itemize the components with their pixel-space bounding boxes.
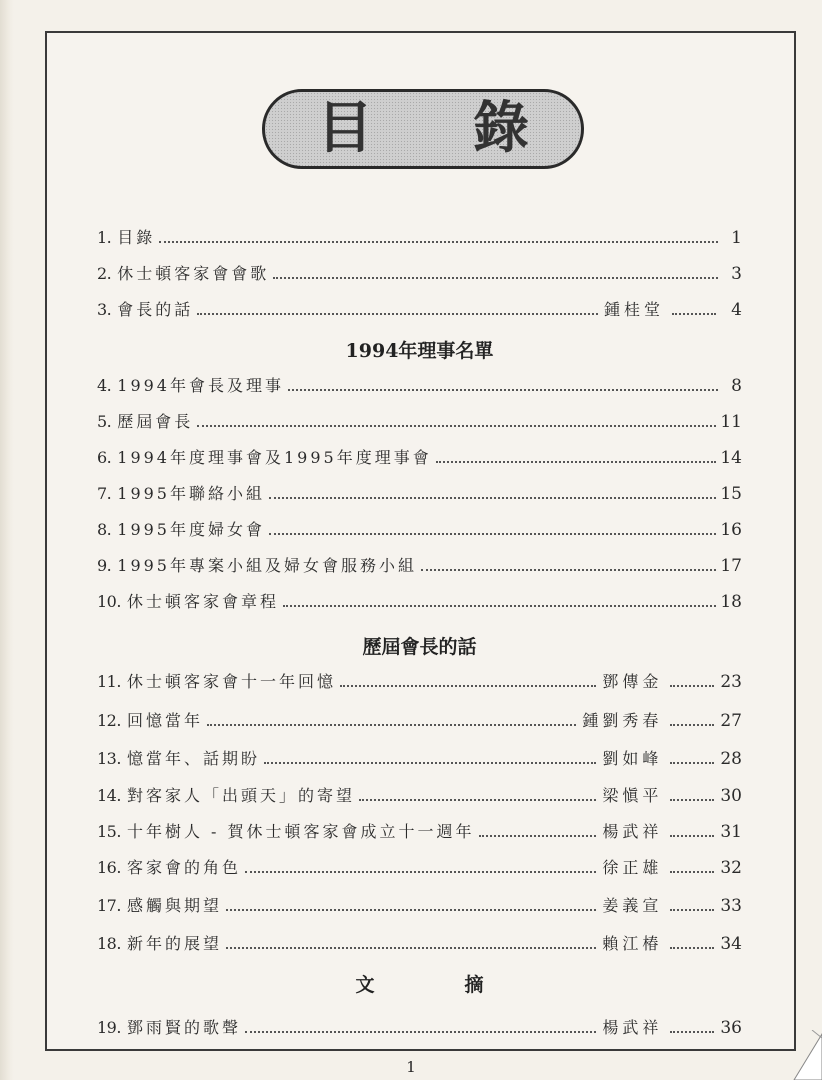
entry-title: 十年樹人 - 賀休士頓客家會成立十一週年 — [126, 822, 475, 841]
leader-dots — [269, 533, 716, 535]
toc-entry[interactable] — [97, 584, 742, 612]
entry-author: 劉如峰 — [602, 749, 663, 768]
entry-page: 17 — [720, 556, 742, 576]
entry-number: 2. — [97, 264, 112, 283]
entry-number: 4. — [97, 376, 112, 395]
entry-number: 11. — [97, 672, 121, 691]
leader-dots — [436, 461, 717, 463]
toc-entry[interactable] — [97, 404, 742, 432]
entry-page: 14 — [720, 448, 742, 468]
entry-page: 16 — [720, 520, 742, 540]
toc-entry[interactable] — [97, 220, 742, 248]
toc-entry[interactable] — [97, 292, 742, 320]
toc-entry[interactable] — [97, 814, 742, 842]
entry-number: 14. — [97, 786, 121, 805]
leader-dots — [670, 909, 714, 911]
title-char-2: 錄 — [473, 96, 529, 161]
entry-author: 徐正雄 — [602, 858, 663, 877]
entry-author: 姜義宣 — [602, 896, 663, 915]
entry-author: 梁愼平 — [602, 786, 663, 805]
page-number: 1 — [406, 1058, 416, 1076]
entry-page: 23 — [720, 672, 742, 692]
leader-dots — [479, 835, 597, 837]
entry-number: 6. — [97, 448, 112, 467]
leader-dots — [670, 799, 714, 801]
leader-dots — [670, 724, 714, 726]
entry-number: 17. — [97, 896, 121, 915]
leader-dots — [288, 389, 718, 391]
entry-title: 憶當年、話期盼 — [126, 749, 260, 768]
entry-title: 會長的話 — [117, 300, 194, 319]
leader-dots — [159, 241, 718, 243]
leader-dots — [670, 947, 714, 949]
entry-author: 楊武祥 — [602, 1018, 663, 1037]
leader-dots — [269, 497, 716, 499]
entry-page: 11 — [720, 412, 742, 432]
entry-author: 鍾劉秀春 — [582, 711, 663, 730]
entry-author: 鄧傳金 — [602, 672, 663, 691]
entry-page: 1 — [731, 228, 742, 248]
entry-author: 鍾桂堂 — [603, 300, 664, 319]
entry-number: 7. — [97, 484, 112, 503]
entry-page: 30 — [720, 786, 742, 806]
entry-title: 鄧雨賢的歌聲 — [126, 1018, 241, 1037]
entry-author: 楊武祥 — [602, 822, 663, 841]
entry-number: 13. — [97, 749, 121, 768]
toc-entry[interactable] — [97, 256, 742, 284]
entry-number: 19. — [97, 1018, 121, 1037]
leader-dots — [672, 313, 716, 315]
entry-author: 賴江椿 — [602, 934, 663, 953]
entry-title: 目錄 — [117, 228, 156, 247]
leader-dots — [670, 871, 714, 873]
entry-title: 1995年專案小組及婦女會服務小組 — [117, 556, 417, 575]
toc-entry[interactable] — [97, 778, 742, 806]
entry-number: 8. — [97, 520, 112, 539]
leader-dots — [226, 909, 596, 911]
entry-number: 5. — [97, 412, 112, 431]
entry-title: 1994年會長及理事 — [117, 376, 284, 395]
toc-entry[interactable] — [97, 741, 742, 769]
entry-title: 休士頓客家會會歌 — [117, 264, 270, 283]
entry-page: 34 — [720, 934, 742, 954]
leader-dots — [670, 685, 714, 687]
leader-dots — [197, 425, 716, 427]
entry-title: 回憶當年 — [126, 711, 203, 730]
leader-dots — [421, 569, 716, 571]
toc-entry[interactable] — [97, 703, 742, 731]
entry-page: 27 — [720, 711, 742, 731]
entry-title: 1994年度理事會及1995年度理事會 — [117, 448, 432, 467]
entry-page: 28 — [720, 749, 742, 769]
entry-title: 1995年聯絡小組 — [117, 484, 265, 503]
leader-dots — [245, 1031, 596, 1033]
toc-entry[interactable] — [97, 664, 742, 692]
entry-number: 3. — [97, 300, 112, 319]
toc-entry[interactable] — [97, 548, 742, 576]
entry-number: 18. — [97, 934, 121, 953]
entry-number: 10. — [97, 592, 121, 611]
toc-entry[interactable] — [97, 476, 742, 504]
leader-dots — [670, 762, 714, 764]
entry-title: 休士頓客家會十一年回憶 — [126, 672, 336, 691]
entry-title: 新年的展望 — [126, 934, 222, 953]
toc-entry[interactable] — [97, 850, 742, 878]
entry-page: 36 — [720, 1018, 742, 1038]
entry-page: 33 — [720, 896, 742, 916]
entry-page: 15 — [720, 484, 742, 504]
leader-dots — [670, 1031, 714, 1033]
section-heading-past-presidents: 歷屆會長的話 — [362, 636, 477, 658]
entry-page: 4 — [731, 300, 742, 320]
entry-title: 感觸與期望 — [126, 896, 222, 915]
book-spine-shadow — [0, 0, 14, 1080]
entry-number: 1. — [97, 228, 112, 247]
toc-entry[interactable] — [97, 368, 742, 396]
entry-number: 9. — [97, 556, 112, 575]
section-heading-digest: 文摘 — [355, 974, 574, 996]
section-heading-1994-board: 1994年理事名單 — [345, 340, 494, 362]
toc-entry[interactable] — [97, 926, 742, 954]
entry-page: 31 — [720, 822, 742, 842]
title-char-1: 目 — [317, 96, 373, 161]
entry-title: 1995年度婦女會 — [117, 520, 265, 539]
entry-title: 客家會的角色 — [126, 858, 241, 877]
toc-entry[interactable] — [97, 512, 742, 540]
entry-page: 32 — [720, 858, 742, 878]
leader-dots — [670, 835, 714, 837]
toc-entry[interactable] — [97, 888, 742, 916]
leader-dots — [359, 799, 596, 801]
entry-number: 15. — [97, 822, 121, 841]
page-curl-corner — [782, 1030, 822, 1080]
toc-title-banner — [262, 89, 584, 169]
toc-entry[interactable] — [97, 1010, 742, 1038]
entry-title: 歷屆會長 — [117, 412, 194, 431]
entry-title: 對客家人「出頭天」的寄望 — [126, 786, 355, 805]
leader-dots — [340, 685, 596, 687]
entry-page: 8 — [731, 376, 742, 396]
entry-page: 3 — [731, 264, 742, 284]
toc-entry[interactable] — [97, 440, 742, 468]
leader-dots — [283, 605, 716, 607]
entry-page: 18 — [720, 592, 742, 612]
leader-dots — [245, 871, 596, 873]
leader-dots — [197, 313, 598, 315]
leader-dots — [226, 947, 596, 949]
entry-number: 12. — [97, 711, 121, 730]
entry-title: 休士頓客家會章程 — [126, 592, 279, 611]
entry-number: 16. — [97, 858, 121, 877]
leader-dots — [207, 724, 576, 726]
leader-dots — [264, 762, 596, 764]
leader-dots — [273, 277, 718, 279]
